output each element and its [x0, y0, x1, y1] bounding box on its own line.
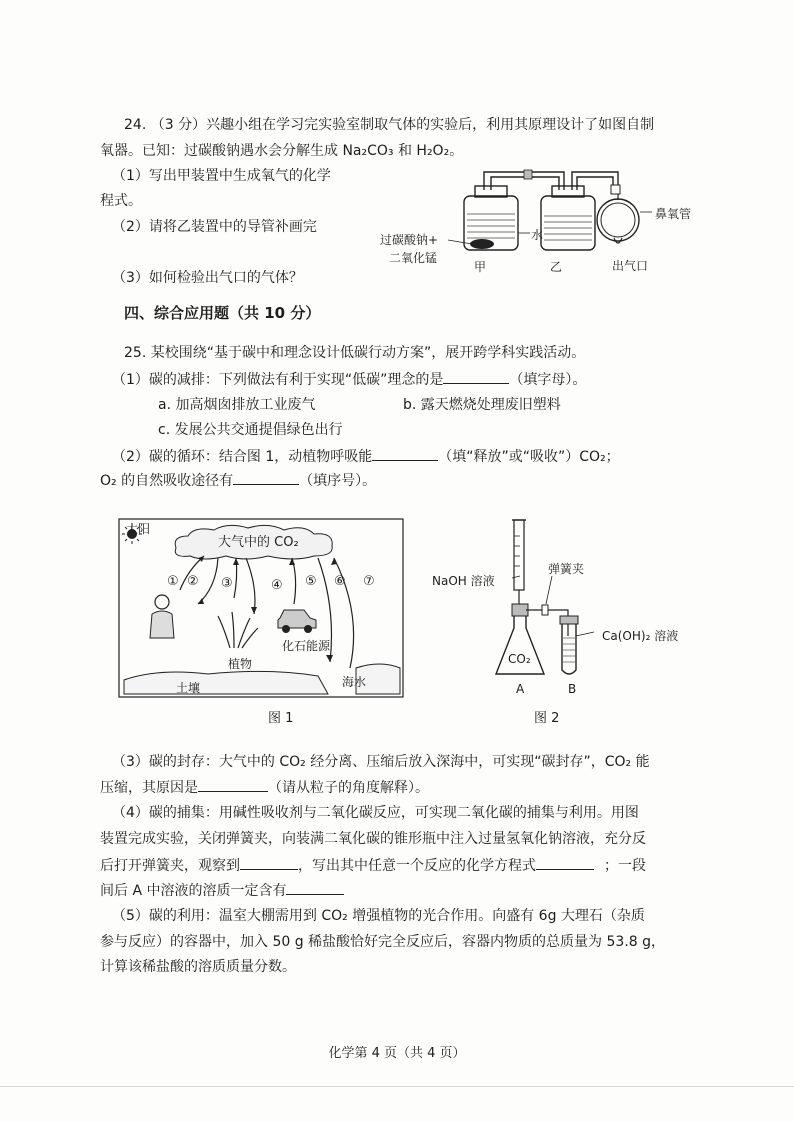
q25-p2-line2 [100, 470, 376, 491]
answer-blank-1[interactable] [443, 369, 509, 384]
label-outlet: 出气口 [612, 259, 649, 273]
page-footer: 化学第 4 页（共 4 页） [328, 1046, 466, 1061]
label-nasal-tube: 鼻氧管 [655, 207, 692, 221]
q25-p2 [112, 446, 620, 467]
answer-blank-6[interactable] [536, 855, 594, 870]
q25-p5-line3: 计算该稀盐酸的溶质质量分数。 [100, 959, 296, 975]
q25-p3-line1: （3）碳的封存：大气中的 CO₂ 经分离、压缩后放入深海中，可实现“碳封存”，CO₂ 能 [112, 754, 650, 770]
fig1-n7: ⑦ [363, 574, 375, 589]
fig1-n1: ① [167, 574, 179, 589]
q25-p5-line1: （5）碳的利用：温室大棚需用到 CO₂ 增强植物的光合作用。向盛有 6g 大理石（杂质 [112, 908, 645, 924]
fig1-n2: ② [187, 574, 199, 589]
fig1-plant: 植物 [228, 657, 253, 671]
q24-sub2: （2）请将乙装置中的导管补画完 [112, 219, 317, 235]
fig2-co2: CO₂ [508, 652, 531, 666]
fig2-caoh: Ca(OH)₂ 溶液 [602, 629, 679, 643]
q24-sub1b: 程式。 [100, 193, 142, 209]
q25-p2-before: （2）碳的循环：结合图 1，动植物呼吸能 [112, 449, 373, 465]
label-yi: 乙 [550, 260, 563, 274]
answer-blank-5[interactable] [240, 855, 298, 870]
answer-blank-4[interactable] [198, 777, 268, 792]
fig1-sea: 海水 [342, 675, 367, 689]
fig1-n3: ③ [221, 576, 233, 591]
q25-opt-a: a. 加高烟囱排放工业废气 [158, 397, 316, 413]
q25-p4-line3-a: 后打开弹簧夹，观察到 [100, 858, 240, 874]
co2-capture-figure [486, 516, 626, 690]
q25-p4-line2: 装置完成实验，关闭弹簧夹，向装满二氧化碳的锥形瓶中注入过量氢氧化钠溶液，充分反 [100, 831, 646, 847]
q25-p1-before: （1）碳的减排：下列做法有利于实现“低碳”理念的是 [112, 372, 444, 388]
answer-blank-3[interactable] [233, 470, 299, 485]
q25-p2-after: （填“释放”或“吸收”）CO₂； [438, 449, 620, 465]
fig2-b: B [568, 682, 577, 696]
q25-p1-after: （填字母）。 [509, 372, 587, 388]
fig1-fossil: 化石能源 [282, 639, 331, 653]
q25-p2-line2-before: O₂ 的自然吸收途径有 [100, 473, 234, 489]
q25-p3-line2-before: 压缩，其原因是 [100, 780, 198, 796]
fig2-naoh: NaOH 溶液 [432, 574, 495, 588]
q25-p4-line4-text: 间后 A 中溶液的溶质一定含有 [100, 883, 287, 899]
fig1-caption: 图 1 [268, 711, 294, 726]
answer-blank-7[interactable] [286, 880, 344, 895]
q25-p4-line3 [100, 855, 646, 876]
fig1-n6: ⑥ [334, 574, 346, 589]
q24-sub3: （3）如何检验出气口的气体？ [112, 270, 303, 286]
q24-line1: 24. （3 分）兴趣小组在学习完实验室制取气体的实验后，利用其原理设计了如图自制 [124, 117, 655, 133]
q25-p3-line2 [100, 777, 429, 798]
q25-intro: 25. 某校围绕“基于碳中和理念设计低碳行动方案”，展开跨学科实践活动。 [124, 345, 586, 361]
fig2-a: A [516, 682, 525, 696]
fig2-clamp: 弹簧夹 [548, 562, 585, 576]
q25-p3-line2-after: （请从粒子的角度解释）。 [268, 780, 429, 796]
q25-p4-line4 [100, 880, 344, 901]
q25-p5-line2: 参与反应）的容器中，加入 50 g 稀盐酸恰好完全反应后，容器内物质的总质量为 53.8 g， [100, 934, 666, 950]
q24-sub1a: （1）写出甲装置中生成氧气的化学 [112, 168, 331, 184]
label-jia: 甲 [474, 260, 487, 274]
label-water: 水 [531, 228, 544, 242]
q25-p4-line3-b: ，写出其中任意一个反应的化学方程式 [298, 858, 536, 874]
q24-line2: 氧器。已知：过碳酸钠遇水会分解生成 Na₂CO₃ 和 H₂O₂。 [100, 143, 464, 159]
label-reagent1: 过碳酸钠+ [380, 233, 439, 247]
fig1-sun: 太阳 [126, 522, 151, 536]
fig1-n4: ④ [271, 578, 283, 593]
section-title: 四、综合应用题（共 10 分） [124, 304, 321, 322]
bottom-divider [0, 1086, 794, 1087]
q25-p1 [112, 369, 586, 390]
fig1-soil: 土壤 [176, 681, 201, 695]
label-reagent2: 二氧化锰 [389, 251, 438, 265]
fig2-caption: 图 2 [534, 711, 560, 726]
q25-p2-line2-after: （填序号）。 [299, 473, 377, 489]
q25-opt-b: b. 露天燃烧处理废旧塑料 [403, 397, 561, 413]
q25-p4-line1: （4）碳的捕集：用碱性吸收剂与二氧化碳反应，可实现二氧化碳的捕集与利用。用图 [112, 805, 639, 821]
q25-opt-c: c. 发展公共交通提倡绿色出行 [158, 422, 343, 438]
fig1-n5: ⑤ [305, 574, 317, 589]
co2-capture-drawing [486, 516, 626, 690]
fig1-atmos: 大气中的 CO₂ [218, 535, 299, 550]
q25-p4-line3-c: ；一段 [604, 858, 646, 874]
answer-blank-2[interactable] [372, 446, 438, 461]
